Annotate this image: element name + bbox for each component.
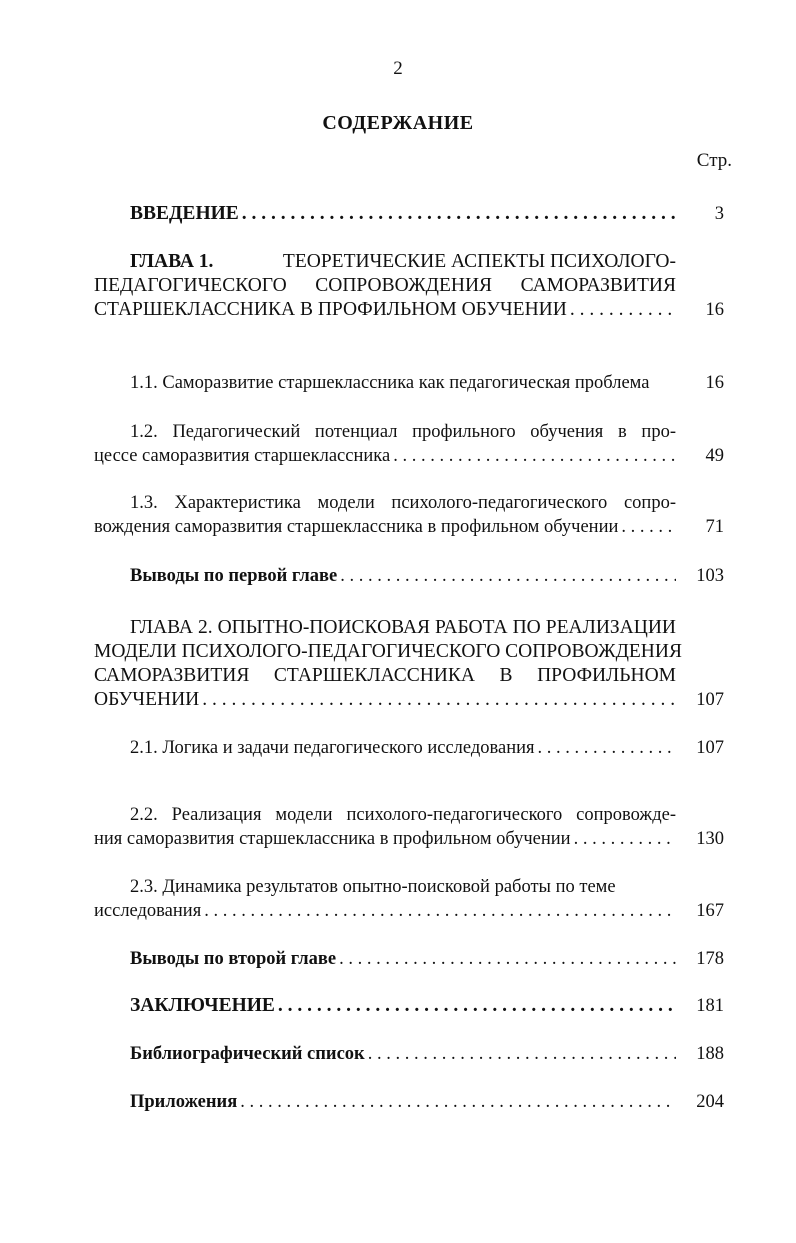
section-title-line: цессе саморазвития старшеклассника <box>94 446 391 466</box>
section-title-line: 2.1. Логика и задачи педагогического исследования <box>130 738 535 758</box>
page-number: 2 <box>393 58 403 79</box>
dot-leader <box>202 688 676 712</box>
section-title-line: исследования <box>94 901 202 921</box>
toc-entry-chapter-2 <box>94 616 682 712</box>
dot-leader <box>574 827 676 851</box>
toc-entry-chapter-1 <box>94 250 676 322</box>
section-title-line: 2.3. Динамика результатов опытно-поисковой работы по теме <box>130 877 616 897</box>
dot-leader <box>339 947 676 971</box>
toc-entry-label: Выводы по первой главе <box>130 566 338 586</box>
dot-leader <box>204 899 676 923</box>
chapter-title-line: ГЛАВА 2. ОПЫТНО-ПОИСКОВАЯ РАБОТА ПО РЕАЛИЗАЦИИ <box>130 617 676 638</box>
page-column-label: Стр. <box>696 150 732 171</box>
toc-entry-appendices <box>94 1090 676 1114</box>
dot-leader <box>393 444 676 468</box>
toc-page-number: 130 <box>696 829 724 849</box>
dot-leader <box>340 564 676 588</box>
section-title-line: 2.2. Реализация модели психолого-педагогического сопровожде- <box>130 805 676 825</box>
toc-page-number: 181 <box>696 996 724 1016</box>
dot-leader <box>242 202 676 226</box>
section-title-line: 1.2. Педагогический потенциал профильного обучения в про- <box>130 422 676 442</box>
chapter-number: ГЛАВА 1. <box>130 251 214 272</box>
toc-page-number: 103 <box>696 566 724 586</box>
section-title-line: 1.3. Характеристика модели психолого-педагогического сопро- <box>130 493 676 513</box>
chapter-title-line: МОДЕЛИ ПСИХОЛОГО-ПЕДАГОГИЧЕСКОГО СОПРОВОЖДЕНИЯ <box>94 641 682 662</box>
toc-page-number: 107 <box>696 738 724 758</box>
toc-entry-intro <box>94 202 676 226</box>
toc-page-number: 71 <box>705 517 724 537</box>
toc-entry-conclusions-2 <box>94 947 676 971</box>
dot-leader <box>538 736 676 760</box>
dot-leader <box>570 298 676 322</box>
toc-entry-section-1-3 <box>94 491 676 539</box>
toc-entry-label: Выводы по второй главе <box>130 949 337 969</box>
toc-page-number: 16 <box>705 300 724 320</box>
toc-entry-conclusion <box>94 994 676 1018</box>
toc-entry-conclusions-1 <box>94 564 676 588</box>
page-title: СОДЕРЖАНИЕ <box>322 112 474 134</box>
toc-page-number: 188 <box>696 1044 724 1064</box>
dot-leader <box>278 994 676 1018</box>
toc-page-number: 167 <box>696 901 724 921</box>
toc-page-number: 49 <box>705 446 724 466</box>
dot-leader <box>368 1042 676 1066</box>
toc-entry-label: Библиографический список <box>130 1044 365 1064</box>
dot-leader <box>240 1090 676 1114</box>
chapter-title-line: ТЕОРЕТИЧЕСКИЕ АСПЕКТЫ ПСИХОЛОГО- <box>282 251 676 272</box>
toc-entry-section-2-2 <box>94 803 676 851</box>
toc-entry-section-1-1 <box>94 371 676 395</box>
section-title-line: вождения саморазвития старшеклассника в профильном обучении <box>94 517 619 537</box>
toc-page-number: 178 <box>696 949 724 969</box>
chapter-title-line: СТАРШЕКЛАССНИКА В ПРОФИЛЬНОМ ОБУЧЕНИИ <box>94 299 567 320</box>
toc-page-number: 107 <box>696 690 724 710</box>
section-title-line: 1.1. Саморазвитие старшеклассника как педагогическая проблема <box>130 373 650 393</box>
chapter-title-line: ОБУЧЕНИИ <box>94 689 200 710</box>
toc-page-number: 16 <box>705 373 724 393</box>
toc-entry-label: ЗАКЛЮЧЕНИЕ <box>130 995 275 1016</box>
chapter-title-line: ПЕДАГОГИЧЕСКОГО СОПРОВОЖДЕНИЯ САМОРАЗВИТИЯ <box>94 275 676 296</box>
toc-entry-section-2-3 <box>94 875 676 923</box>
toc-page-number: 3 <box>714 204 724 224</box>
toc-entry-section-2-1 <box>94 736 676 760</box>
toc-entry-bibliography <box>94 1042 676 1066</box>
chapter-title-line: САМОРАЗВИТИЯ СТАРШЕКЛАССНИКА В ПРОФИЛЬНОМ <box>94 665 676 686</box>
toc-entry-label: ВВЕДЕНИЕ <box>130 203 239 224</box>
toc-entry-label: Приложения <box>130 1092 238 1112</box>
section-title-line: ния саморазвития старшеклассника в профильном обучении <box>94 829 571 849</box>
toc-entry-section-1-2 <box>94 420 676 468</box>
dot-leader <box>621 515 676 539</box>
toc-page-number: 204 <box>696 1092 724 1112</box>
